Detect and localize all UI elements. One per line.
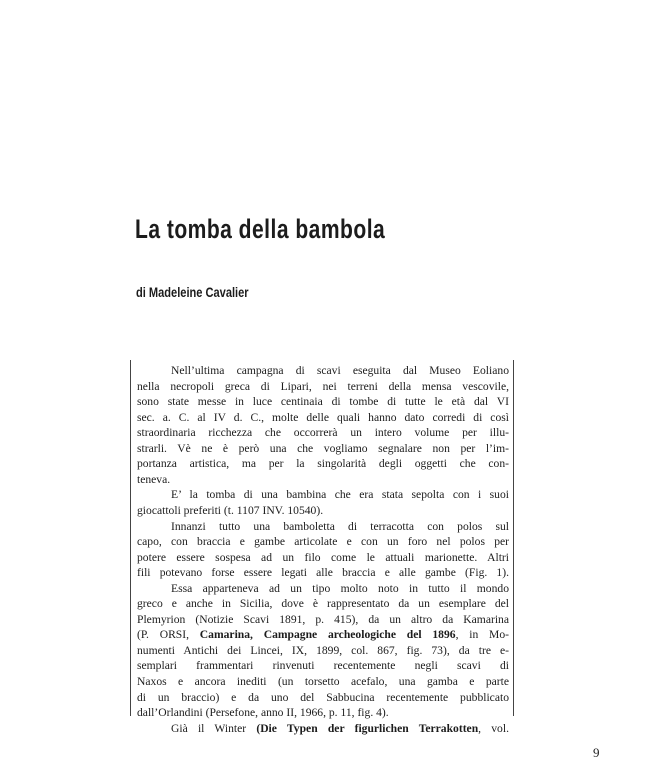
text-segment: potere essere sospesa ad un filo come le attuali marionette. Altri	[137, 550, 509, 564]
body-line	[137, 503, 509, 518]
body-line	[171, 721, 509, 736]
text-segment: Naxos e ancora inediti (un torsetto acefalo, una gamba e parte	[137, 675, 509, 688]
body-line	[137, 627, 509, 642]
text-segment: sec. a. C. al IV d. C., molte delle quali hanno dato corredi di così	[137, 410, 509, 424]
page-number: 9	[593, 745, 600, 760]
body-line	[137, 550, 509, 565]
body-line	[137, 534, 509, 549]
body-line	[137, 472, 509, 487]
body-line	[137, 456, 509, 471]
body-line	[137, 705, 509, 720]
body-line	[137, 674, 509, 689]
text-segment: numenti Antichi dei Lincei, IX, 1899, col. 867, fig. 73), da tre e-	[137, 643, 509, 657]
text-segment: strarli. Vè ne è però una che vogliamo segnalare non per l’im-	[137, 441, 509, 455]
text-segment: Plemyrion (Notizie Scavi 1891, p. 415), da un altro da Kamarina	[137, 612, 509, 626]
body-line	[137, 643, 509, 658]
text-segment: capo, con braccia e gambe articolate e con un foro nel polos per	[137, 535, 509, 549]
text-segment: E’ la tomba di una bambina che era stata sepolta con i suoi	[171, 488, 509, 502]
text-segment: teneva.	[137, 472, 171, 486]
article-body	[130, 360, 514, 735]
bold-citation: (Die Typen der figurlichen Terrakotten	[256, 721, 479, 735]
text-segment: nella necropoli greca di Lipari, nei terreni della mensa vescovile,	[137, 379, 509, 393]
text-segment: sono state messe in luce centinaia di tombe di tutte le età dal VI	[137, 395, 509, 409]
text-segment: Già il Winter	[171, 721, 257, 735]
article-byline: di Madeleine Cavalier	[136, 285, 249, 300]
body-line	[137, 379, 509, 394]
text-segment: , vol.	[478, 721, 509, 735]
body-line	[137, 410, 509, 425]
body-line	[137, 658, 509, 673]
text-segment: semplari frammentari rinvenuti recentemente negli scavi di	[137, 659, 509, 673]
text-segment: (P. ORSI,	[137, 628, 200, 642]
text-segment: dall’Orlandini (Persefone, anno II, 1966, p. 11, fig. 4).	[137, 706, 389, 720]
body-line	[137, 690, 509, 705]
article-title: La tomba della bambola	[135, 214, 386, 244]
text-segment: Nell’ultima campagna di scavi eseguita dal Museo Eoliano	[171, 364, 509, 377]
text-segment: Innanzi tutto una bamboletta di terracotta con polos sul	[171, 519, 509, 533]
body-line	[171, 363, 509, 378]
body-line	[137, 394, 509, 409]
body-line	[171, 487, 509, 502]
text-segment: , in Mo-	[455, 628, 509, 642]
body-line	[137, 596, 509, 611]
bold-citation: Camarina, Campagne archeologiche del 1896	[199, 628, 456, 642]
text-segment: di un braccio) e da uno del Sabbucina recentemente pubblicato	[137, 690, 509, 704]
text-segment: fili potevano forse essere legati alle braccia e alle gambe (Fig. 1).	[137, 566, 509, 580]
text-segment: giocattoli preferiti (t. 1107 INV. 10540).	[137, 503, 324, 517]
text-segment: greco e anche in Sicilia, dove è rappresentato da un esemplare del	[137, 597, 509, 611]
body-line	[137, 425, 509, 440]
body-line	[137, 612, 509, 627]
body-line	[137, 441, 509, 456]
text-segment: straordinaria ricchezza che occorrerà un intero volume per illu-	[137, 426, 509, 440]
body-line	[171, 581, 509, 596]
body-line	[171, 519, 509, 534]
text-segment: Essa apparteneva ad un tipo molto noto in tutto il mondo	[171, 581, 509, 595]
body-line	[137, 565, 509, 580]
text-segment: portanza artistica, ma per la singolarità degli oggetti che con-	[137, 457, 509, 471]
